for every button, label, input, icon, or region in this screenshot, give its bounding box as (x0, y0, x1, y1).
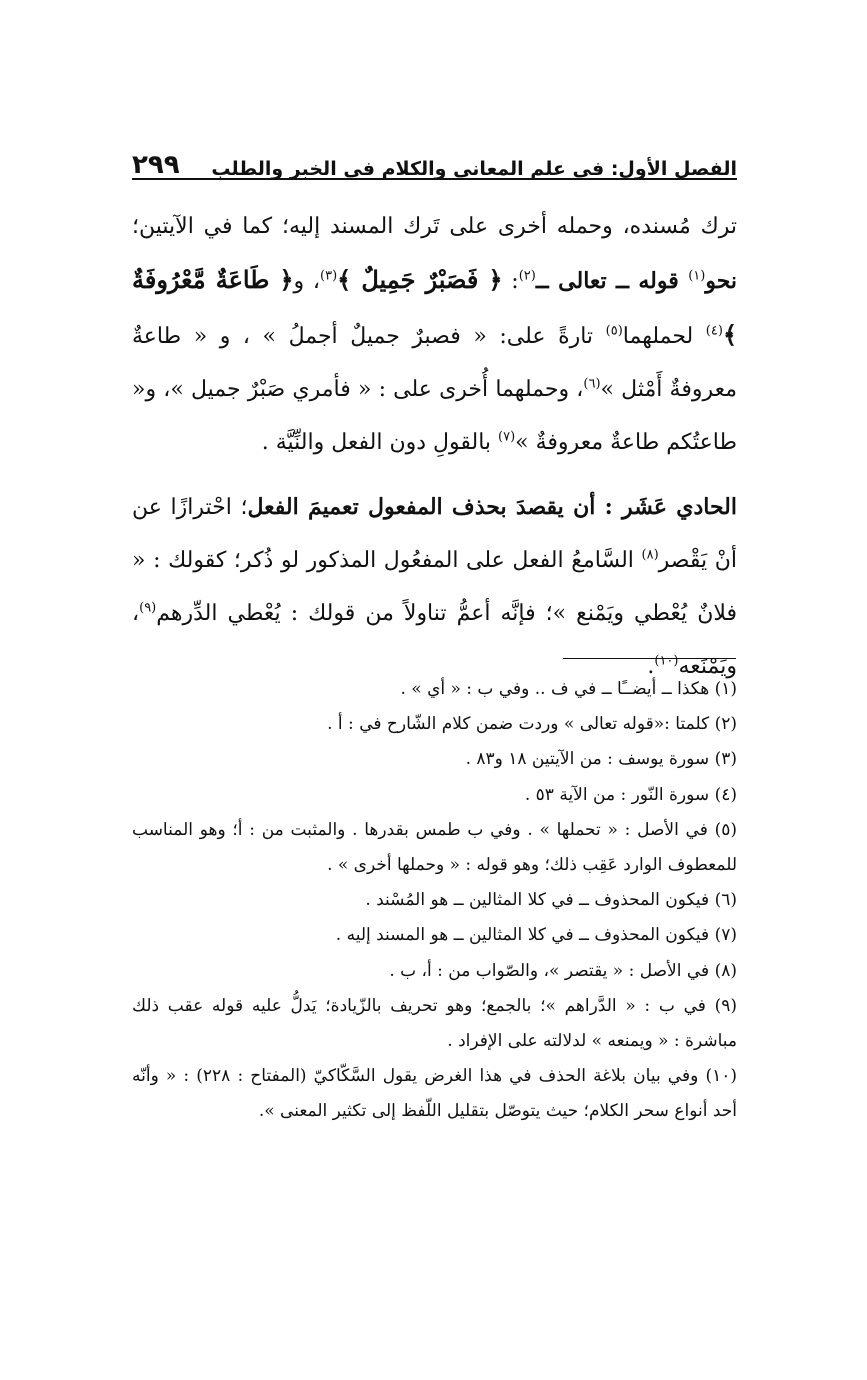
footnote-4 (132, 778, 737, 813)
text-run: السَّامعُ الفعل على المفعُول المذكور لو ذُكر؛ كقولك : « فلانٌ يُعْطي ويَمْنع »؛ فإنَّه أعمُّ تناولاً من قولك : يُعْطي الدِّرهم (132, 548, 737, 626)
footnote-text: في ب : « الدَّراهم »؛ بالجمع؛ وهو تحريف بالزّيادة؛ يَدلُّ عليه قوله عقب ذلك مباشرة : « ويمنعه » لدلالته على الإفراد . (132, 995, 737, 1052)
text-run: تارةً على: « فصبرٌ جميلٌ أجملُ » ، و « طاعةٌ معروفةٌ أَمْثل » (132, 324, 738, 402)
footnote-number: (١) (714, 679, 737, 699)
text-run: . (647, 654, 655, 679)
paragraph-2 (132, 481, 737, 693)
footnote-number: (١٠) (705, 1066, 737, 1087)
footnote-ref-2: (٢) (518, 268, 536, 284)
footnote-number: (٧) (714, 925, 737, 946)
text-run: ، وحملهما أُخرى على : « فأمري صَبْرٌ جميل »، و« طاعتُكم طاعةٌ معروفةٌ » (132, 377, 737, 455)
paragraph-1 (132, 200, 737, 469)
footnote-number: (٨) (714, 960, 737, 981)
footnote-ref-3: (٣) (320, 268, 338, 284)
footnote-3 (132, 742, 737, 777)
text-run: بالقولِ دون الفعل والنِّيَّة . (261, 430, 499, 455)
footnote-ref-6: (٦) (583, 376, 601, 392)
chapter-title: الفصل الأول: في علم المعاني والكلام في الخبر والطلب (211, 158, 737, 180)
footnote-number: (٢) (714, 714, 737, 735)
text-run: ؛ احْترازًا عن أنْ يَقْصر (132, 495, 737, 573)
quran-verse-2: ﴿ طَاعَةٌ مَّعْرُوفَةٌ ﴾ (132, 265, 737, 349)
footnote-5 (132, 813, 737, 883)
footnote-ref-10: (١٠) (654, 653, 679, 669)
text-run: لحملهما (622, 324, 706, 349)
main-text (132, 200, 737, 693)
footnote-text: سورة يوسف : من الآيتين ١٨ و٨٣ . (465, 749, 715, 770)
footnote-divider (563, 658, 736, 659)
footnote-number: (٩) (714, 995, 737, 1016)
footnote-10 (132, 1059, 737, 1129)
footnote-text: في الأصل : « يقتصر »، والصّواب من : أ، ب . (389, 960, 715, 981)
section-heading: الحادي عَشَر : أن يقصدَ بحذف المفعول تعميمَ الفعل (247, 494, 737, 520)
footnote-text: هكذا ــ أيضــًا ــ في ف .. وفي ب : « أي » . (400, 679, 715, 699)
footnote-ref-9: (٩) (139, 600, 157, 616)
footnote-ref-8: (٨) (641, 547, 659, 563)
text-run: ترك مُسنده، وحمله أخرى على تَرك المسند إليه؛ كما في الآيتين؛ (132, 214, 737, 239)
footnote-text: فيكون المحذوف ــ في كلا المثالين ــ هو المسند إليه . (335, 925, 715, 946)
text-run: ، ويَمْنَعه (132, 601, 737, 679)
footnote-text: سورة النّور : من الآية ٥٣ . (524, 784, 715, 805)
footnote-ref-1: (١) (688, 268, 706, 284)
footnote-2 (132, 707, 737, 742)
footnote-number: (٣) (714, 749, 737, 770)
footnote-number: (٤) (714, 784, 737, 805)
text-run: ، و (293, 269, 320, 294)
footnote-text: كلمتا :«قوله تعالى » وردت ضمن كلام الشّارح في : أ . (327, 714, 715, 735)
footnote-text: في الأصل : « تحملها » . وفي ب طمس بقدرها . والمثبت من : أ؛ وهو المناسب للمعطوف الوارد عَقِب ذلك؛ وهو قوله : « وحملها أخرى » . (132, 819, 737, 876)
footnote-number: (٦) (714, 890, 737, 911)
footnotes (132, 672, 737, 1130)
page-number: ٢٩٩ (132, 150, 180, 180)
footnote-text: فيكون المحذوف ــ في كلا المثالين ــ هو المُسْند . (365, 890, 715, 911)
footnote-9 (132, 989, 737, 1059)
quran-verse-1: ﴿ فَصَبْرٌ جَمِيلٌ ﴾ (337, 265, 503, 294)
header-divider (132, 178, 737, 180)
footnote-number: (٥) (714, 819, 737, 840)
footnote-1 (132, 672, 737, 707)
text-run: : (502, 269, 519, 294)
footnote-8 (132, 954, 737, 989)
page-header (132, 140, 737, 180)
bold-text: قوله ــ تعالى ــ (535, 268, 689, 294)
footnote-ref-7: (٧) (498, 429, 516, 445)
footnote-ref-4: (٤) (705, 323, 723, 339)
bold-text: نحو (705, 268, 738, 294)
footnote-7 (132, 918, 737, 953)
footnote-text: وفي بيان بلاغة الحذف في هذا الغرض يقول السَّكّاكيّ (المفتاح : ٢٢٨) : « وأنّه أحد أنواع سحر الكلام؛ حيث يتوصّل بتقليل اللّفظ إلى تكثير المعنى ». (132, 1066, 737, 1122)
footnote-ref-5: (٥) (605, 323, 623, 339)
footnote-6 (132, 883, 737, 918)
